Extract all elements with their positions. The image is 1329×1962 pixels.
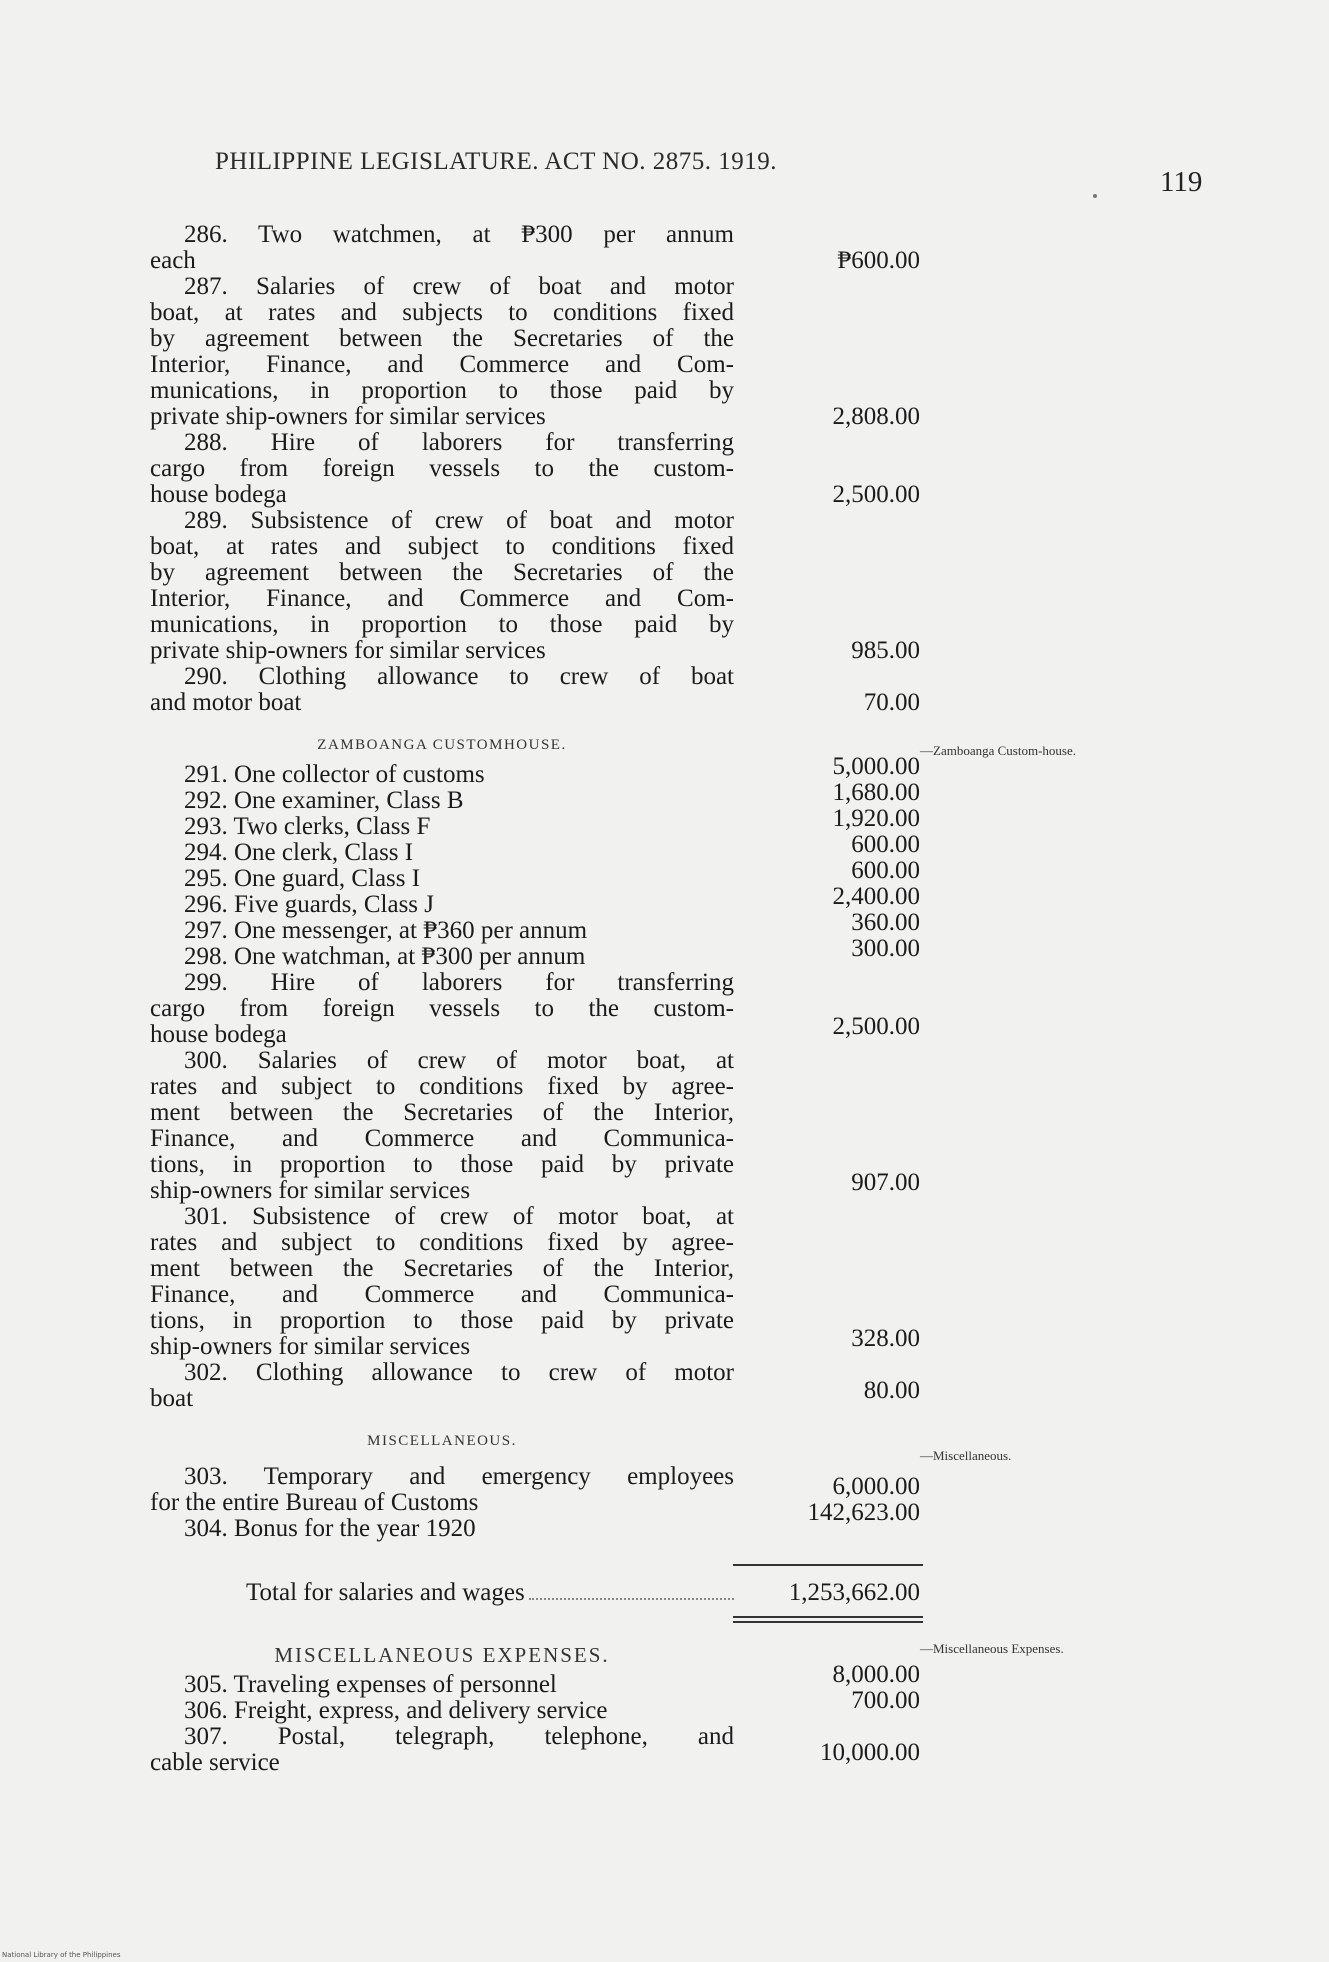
item-last-line	[150, 1386, 734, 1412]
item-text: 296. Five guards, Class J	[184, 891, 434, 918]
item-last-line	[150, 762, 734, 788]
appropriation-item	[150, 866, 734, 892]
item-text: and motor boat	[150, 689, 302, 716]
total-double-rule-2	[733, 1621, 923, 1623]
item-last-line	[150, 1750, 734, 1776]
item-amount: 2,808.00	[832, 403, 920, 430]
item-text: munications, in proportion to those paid by	[150, 377, 734, 404]
item-text: ship-owners for similar services	[150, 1177, 471, 1204]
item-last-line	[150, 892, 734, 918]
appropriation-item	[150, 1516, 734, 1542]
item-text: private ship-owners for similar services	[150, 403, 546, 430]
total-rule	[733, 1564, 923, 1566]
appropriation-items-column	[150, 222, 734, 1776]
item-amount: 6,000.00	[832, 1473, 920, 1500]
appropriation-item	[150, 274, 734, 430]
item-text: 288. Hire of laborers for transferring	[184, 429, 734, 456]
section-title: MISCELLANEOUS.	[367, 1433, 517, 1449]
item-last-line	[150, 840, 734, 866]
item-last-line	[150, 1698, 734, 1724]
item-text: 291. One collector of customs	[184, 761, 485, 788]
item-text: rates and subject to conditions fixed by agree-	[150, 1229, 734, 1256]
appropriation-item	[150, 970, 734, 1048]
margin-note-miscellaneous: —Miscellaneous.	[920, 1448, 1012, 1463]
margin-note-misc-expenses: —Miscellaneous Expenses.	[920, 1641, 1064, 1656]
appropriation-item	[150, 1204, 734, 1360]
item-amount: 2,500.00	[832, 481, 920, 508]
item-last-line	[150, 1672, 734, 1698]
item-text: cargo from foreign vessels to the custom-	[150, 995, 734, 1022]
item-amount: 2,500.00	[832, 1013, 920, 1040]
appropriation-item	[150, 430, 734, 508]
item-text: Finance, and Commerce and Communica-	[150, 1281, 734, 1308]
item-text: by agreement between the Secretaries of the	[150, 325, 734, 352]
item-amount: 5,000.00	[832, 753, 920, 780]
appropriation-item	[150, 1464, 734, 1516]
item-amount: 1,920.00	[832, 805, 920, 832]
item-text: 286. Two watchmen, at ₱300 per annum	[184, 221, 734, 248]
appropriation-item	[150, 1048, 734, 1204]
item-text: house bodega	[150, 481, 287, 508]
total-row	[246, 1579, 734, 1607]
item-text: 305. Traveling expenses of personnel	[184, 1671, 557, 1698]
section-title: MISCELLANEOUS EXPENSES.	[274, 1643, 610, 1667]
item-text: cable service	[150, 1749, 280, 1776]
item-text: 290. Clothing allowance to crew of boat	[184, 663, 734, 690]
item-last-line	[150, 1178, 734, 1204]
total-label: Total for salaries and wages	[246, 1579, 525, 1606]
item-text: boat, at rates and subject to conditions fixed	[150, 533, 734, 560]
item-amount: 600.00	[851, 857, 920, 884]
item-text: tions, in proportion to those paid by private	[150, 1307, 734, 1334]
item-text: 294. One clerk, Class I	[184, 839, 414, 866]
item-amount: 10,000.00	[820, 1739, 920, 1766]
item-amount: 907.00	[851, 1169, 920, 1196]
item-last-line	[150, 482, 734, 508]
item-text: 299. Hire of laborers for transferring	[184, 969, 734, 996]
item-last-line	[150, 1334, 734, 1360]
item-text: for the entire Bureau of Customs	[150, 1489, 479, 1516]
appropriation-item	[150, 222, 734, 274]
item-text: 297. One messenger, at ₱360 per annum	[184, 917, 588, 944]
item-amount: 70.00	[863, 689, 920, 716]
item-text: 304. Bonus for the year 1920	[184, 1515, 476, 1542]
running-head: PHILIPPINE LEGISLATURE. ACT NO. 2875. 1919.	[215, 148, 778, 175]
item-last-line	[150, 918, 734, 944]
item-last-line	[150, 1516, 734, 1542]
item-text: 289. Subsistence of crew of boat and motor	[184, 507, 734, 534]
item-text: Interior, Finance, and Commerce and Com-	[150, 351, 734, 378]
appropriation-item	[150, 508, 734, 664]
item-text: private ship-owners for similar services	[150, 637, 546, 664]
spacer	[150, 1412, 734, 1420]
item-text: ment between the Secretaries of the Interior,	[150, 1255, 734, 1282]
margin-note-zamboanga: —Zamboanga Custom-house.	[920, 743, 1076, 758]
leader-dots	[529, 1597, 734, 1600]
appropriation-item	[150, 814, 734, 840]
item-text: 298. One watchman, at ₱300 per annum	[184, 943, 586, 970]
appropriation-item	[150, 762, 734, 788]
item-text: 307. Postal, telegraph, telephone, and	[184, 1723, 734, 1750]
item-amount: 328.00	[851, 1325, 920, 1352]
item-text: house bodega	[150, 1021, 287, 1048]
item-last-line	[150, 248, 734, 274]
item-amount: 300.00	[851, 935, 920, 962]
item-amount: 700.00	[851, 1687, 920, 1714]
item-text: boat	[150, 1385, 194, 1412]
item-text: by agreement between the Secretaries of the	[150, 559, 734, 586]
item-text: munications, in proportion to those paid by	[150, 611, 734, 638]
item-text: ment between the Secretaries of the Interior,	[150, 1099, 734, 1126]
item-last-line	[150, 690, 734, 716]
appropriation-item	[150, 840, 734, 866]
item-amount: 1,680.00	[832, 779, 920, 806]
item-last-line	[150, 638, 734, 664]
spacer	[150, 716, 734, 724]
section-title: ZAMBOANGA CUSTOMHOUSE.	[317, 737, 567, 753]
appropriation-item	[150, 892, 734, 918]
appropriation-item	[150, 788, 734, 814]
appropriation-item	[150, 664, 734, 716]
item-amount: 142,623.00	[807, 1499, 920, 1526]
appropriation-item	[150, 1672, 734, 1698]
printer-mark	[1093, 194, 1097, 198]
item-amount: 600.00	[851, 831, 920, 858]
item-text: Finance, and Commerce and Communica-	[150, 1125, 734, 1152]
footer-credit: National Library of the Philippines	[2, 1951, 121, 1959]
item-text: 287. Salaries of crew of boat and motor	[184, 273, 734, 300]
item-last-line	[150, 1490, 734, 1516]
appropriation-item	[150, 918, 734, 944]
item-amount: 360.00	[851, 909, 920, 936]
item-text: ship-owners for similar services	[150, 1333, 471, 1360]
item-text: each	[150, 247, 196, 274]
item-text: tions, in proportion to those paid by private	[150, 1151, 734, 1178]
appropriation-item	[150, 1360, 734, 1412]
item-text: 292. One examiner, Class B	[184, 787, 464, 814]
item-last-line	[150, 404, 734, 430]
item-last-line	[150, 1022, 734, 1048]
item-last-line	[150, 788, 734, 814]
item-text: 295. One guard, Class I	[184, 865, 421, 892]
item-text: rates and subject to conditions fixed by agree-	[150, 1073, 734, 1100]
item-amount: 8,000.00	[832, 1661, 920, 1688]
item-amount: 2,400.00	[832, 883, 920, 910]
item-last-line	[150, 944, 734, 970]
appropriation-item	[150, 1698, 734, 1724]
item-text: boat, at rates and subjects to conditions fixed	[150, 299, 734, 326]
item-text: 300. Salaries of crew of motor boat, at	[184, 1047, 734, 1074]
item-last-line	[150, 814, 734, 840]
item-text: 306. Freight, express, and delivery service	[184, 1697, 608, 1724]
item-amount: ₱600.00	[837, 247, 920, 274]
item-last-line	[150, 866, 734, 892]
item-text: 293. Two clerks, Class F	[184, 813, 431, 840]
page-number: 119	[1160, 166, 1203, 198]
item-text: 302. Clothing allowance to crew of motor	[184, 1359, 734, 1386]
item-amount: 80.00	[863, 1377, 920, 1404]
total-double-rule-1	[733, 1616, 923, 1618]
item-text: 301. Subsistence of crew of motor boat, at	[184, 1203, 734, 1230]
total-amount: 1,253,662.00	[788, 1579, 920, 1606]
appropriation-item	[150, 1724, 734, 1776]
item-text: cargo from foreign vessels to the custom-	[150, 455, 734, 482]
appropriation-item	[150, 944, 734, 970]
item-text: 303. Temporary and emergency employees	[184, 1463, 734, 1490]
item-text: Interior, Finance, and Commerce and Com-	[150, 585, 734, 612]
item-amount: 985.00	[851, 637, 920, 664]
